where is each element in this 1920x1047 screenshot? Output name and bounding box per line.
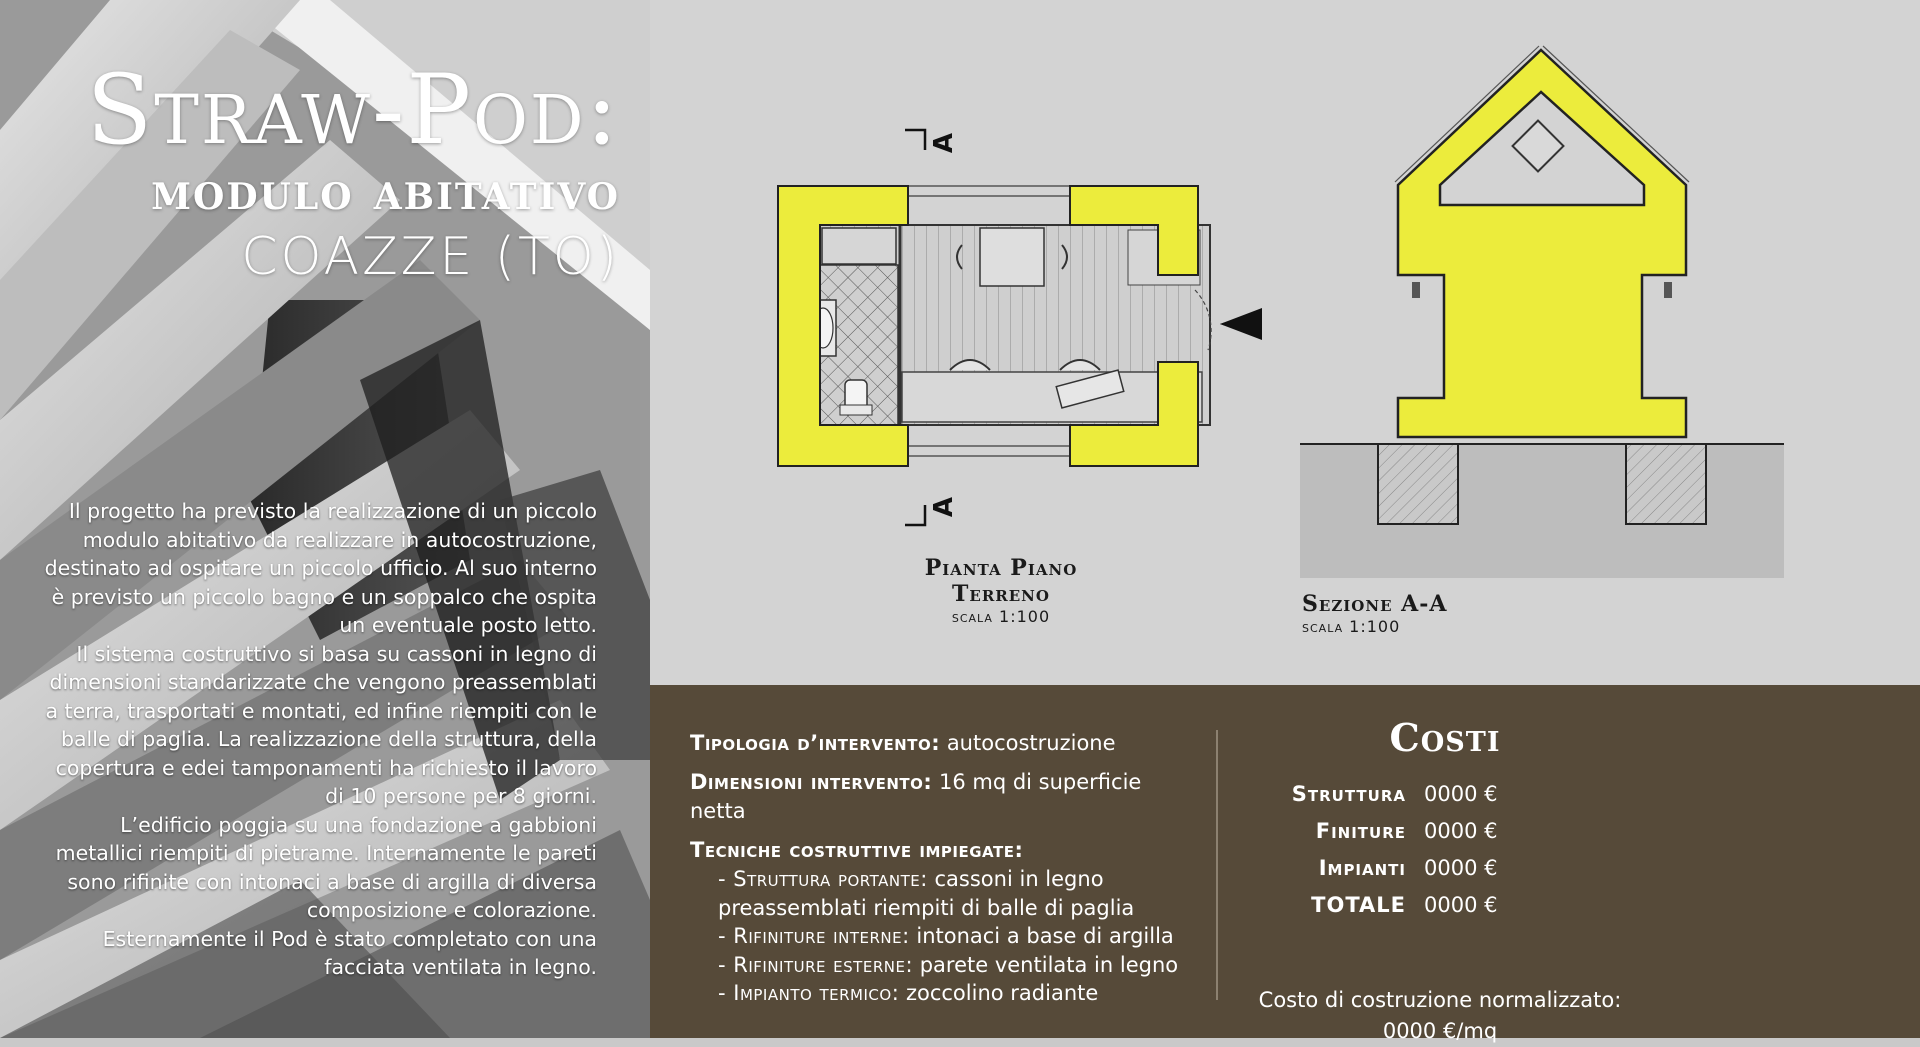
divider: [1216, 730, 1218, 1000]
item-value: zoccolino radiante: [905, 981, 1099, 1005]
section-title: Sezione A-A: [1302, 591, 1448, 617]
section-drawing: [1300, 46, 1784, 578]
project-title: Straw-Pod:: [86, 54, 620, 166]
list-item: [718, 951, 1190, 980]
project-description: [37, 497, 597, 982]
section-mark-top: A: [929, 132, 960, 154]
spec-label: Tecniche costruttive impiegate:: [690, 838, 1024, 862]
spec-value: 16 mq di superficie netta: [690, 770, 1142, 823]
plan-scale: scala 1:100: [951, 607, 1051, 626]
description-paragraph: Il progetto ha previsto la realizzazione di un piccolo modulo abitativo da realizzare in autocostruzione, destinato ad ospitare un piccolo ufficio. Al suo interno è previsto un piccolo bagno e un soppalco che ospita un eventuale posto letto.: [44, 499, 597, 637]
tecniche-list: [690, 865, 1190, 1008]
cost-label: TOTALE: [1311, 893, 1406, 917]
spec-label: Tipologia d’intervento:: [690, 731, 941, 755]
photo-panel: [0, 0, 650, 1038]
cost-label: Finiture: [1315, 819, 1406, 843]
specs-block: [690, 729, 1190, 1018]
list-item: [718, 922, 1190, 951]
spec-tipologia: [690, 729, 1190, 758]
item-key: - Impianto termico:: [718, 981, 900, 1005]
plan-caption: [876, 555, 1126, 626]
title-block: [86, 54, 620, 290]
item-value: intonaci a base di argilla: [916, 924, 1174, 948]
list-item: [718, 865, 1190, 922]
section-arrow-icon: [1220, 308, 1262, 340]
cost-label: Struttura: [1291, 782, 1406, 806]
drawings-area: [650, 0, 1920, 685]
costs-title: Costi: [1389, 715, 1501, 760]
item-key: - Rifiniture interne:: [718, 924, 910, 948]
normalized-value: 0000 €/mq: [1382, 1019, 1498, 1043]
cost-value: 0000 €: [1424, 819, 1498, 843]
item-key: - Struttura portante:: [718, 867, 928, 891]
list-item: [718, 979, 1190, 1008]
section-mark-bottom: A: [929, 496, 960, 518]
plan-title: Pianta Piano Terreno: [924, 555, 1078, 607]
floor-plan: [778, 130, 1262, 525]
description-paragraph: Esternamente il Pod è stato completato con una facciata ventilata in legno.: [102, 926, 597, 979]
project-subtitle: modulo abitativo: [151, 161, 620, 222]
cost-label: Impianti: [1318, 856, 1406, 880]
spec-label: Dimensioni intervento:: [690, 770, 933, 794]
description-paragraph: L’edificio poggia su una fondazione a gabbioni metallici riempiti di pietrame. Internamente le pareti sono rifinite con intonaci a base di argilla di diversa composizione e colorazione.: [55, 812, 597, 922]
section-scale: scala 1:100: [1302, 617, 1401, 636]
spec-value: autocostruzione: [946, 731, 1116, 755]
cost-value: 0000 €: [1424, 893, 1498, 917]
cost-value: 0000 €: [1424, 856, 1498, 880]
normalized-label: Costo di costruzione normalizzato:: [1258, 988, 1622, 1012]
info-panel: [650, 685, 1920, 1043]
architectural-drawings: [650, 0, 1920, 685]
item-key: - Rifiniture esterne:: [718, 952, 914, 977]
spec-tecniche: [690, 836, 1190, 1008]
cost-value: 0000 €: [1424, 782, 1498, 806]
item-value: cassoni in legno preassemblati riempiti di balle di paglia: [718, 867, 1135, 920]
spec-dimensioni: [690, 768, 1190, 826]
item-value: parete ventilata in legno: [919, 952, 1179, 977]
project-location: COAZZE (TO): [241, 227, 620, 287]
description-paragraph: Il sistema costruttivo si basa su cassoni in legno di dimensioni standarizzate che vengono preassemblati a terra, trasportati e montati, ed infine riempiti con le balle di paglia. La realizzazione della struttura, della copertura e edei tamponamenti ha richiesto il lavoro di 10 persone per 8 giorni.: [45, 641, 597, 808]
section-caption: [1302, 591, 1447, 636]
